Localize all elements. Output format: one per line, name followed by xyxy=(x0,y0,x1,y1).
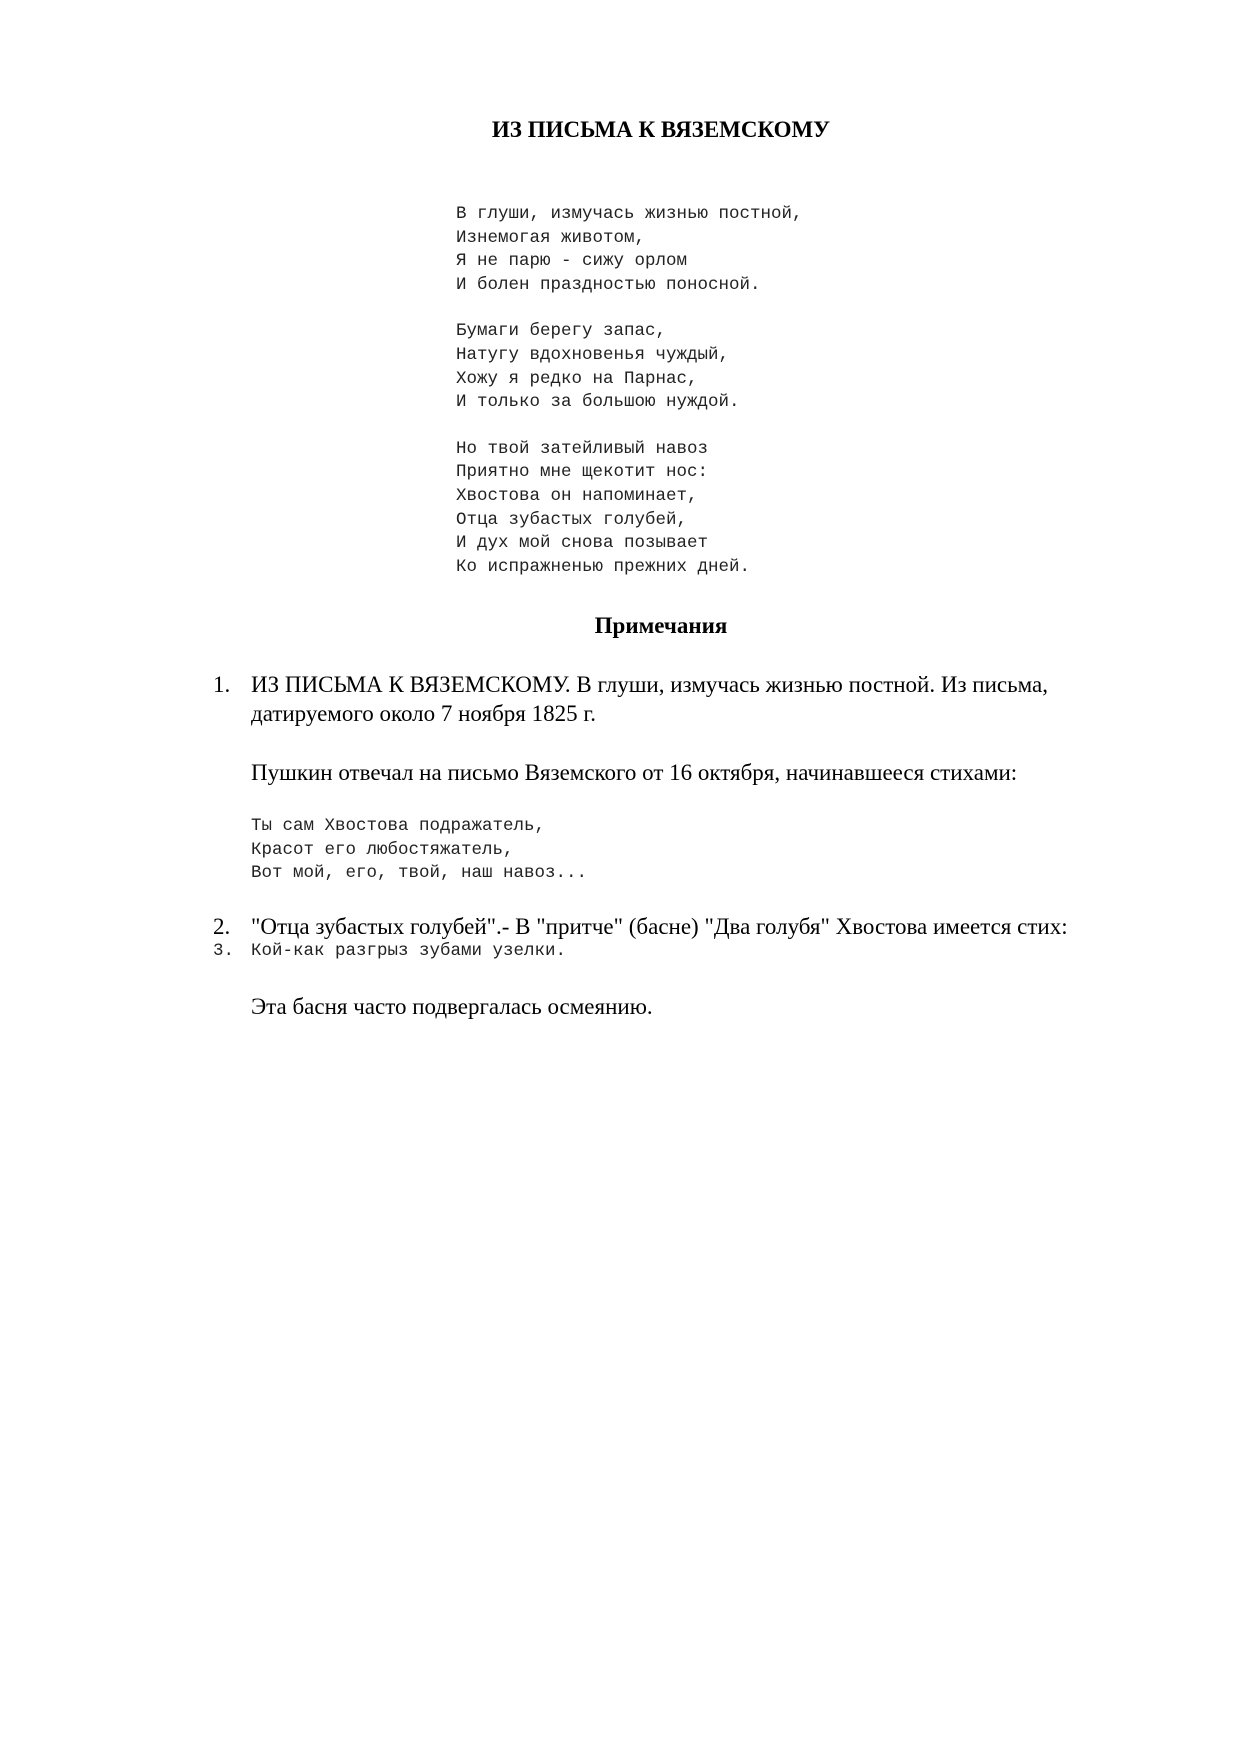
poem-line: Ко испражненью прежних дней. xyxy=(456,556,751,577)
poem-line: Но твой затейливый навоз xyxy=(456,438,709,459)
quote-line: Вот мой, его, твой, наш навоз... xyxy=(251,863,588,884)
note-text: "Отца зубастых голубей".- В "притче" (басне) "Два голубя" Хвостова имеется стих: xyxy=(251,914,1068,939)
poem-line: Отца зубастых голубей, xyxy=(456,509,688,530)
poem-stanza-3 xyxy=(456,438,803,580)
note-text: Кой-как разгрыз зубами узелки. xyxy=(251,941,567,961)
poem-line: И только за большою нуждой. xyxy=(456,392,740,413)
poem-line: Приятно мне щекотит нос: xyxy=(456,462,709,483)
poem-line: Хвостова он напоминает, xyxy=(456,485,698,506)
page-title: ИЗ ПИСЬМА К ВЯЗЕМСКОМУ xyxy=(491,117,831,142)
poem-line: Изнемогая животом, xyxy=(456,227,646,248)
note-marker: 2. xyxy=(213,914,231,939)
note-paragraph: Пушкин отвечал на письмо Вяземского от 16 октября, начинавшееся стихами: xyxy=(251,760,1018,785)
note-paragraph: Эта басня часто подвергалась осмеянию. xyxy=(251,994,653,1019)
poem-line: Я не парю - сижу орлом xyxy=(456,251,688,272)
note-marker: 1. xyxy=(213,672,231,697)
poem-stanza-2 xyxy=(456,320,803,414)
notes-heading: Примечания xyxy=(594,613,728,638)
note-text-line: датируемого около 7 ноября 1825 г. xyxy=(251,701,596,726)
quote-line: Ты сам Хвостова подражатель, xyxy=(251,816,546,836)
poem-line: И болен праздностью поносной. xyxy=(456,274,761,295)
note-text-line: ИЗ ПИСЬМА К ВЯЗЕМСКОМУ. В глуши, измучась жизнью постной. Из письма, xyxy=(251,672,1048,697)
quote-line: Красот его любостяжатель, xyxy=(251,839,514,860)
poem-line: И дух мой снова позывает xyxy=(456,533,709,554)
poem-line: Натугу вдохновенья чуждый, xyxy=(456,344,730,365)
poem-stanza-1 xyxy=(456,203,803,297)
note-marker: 3. xyxy=(213,941,235,961)
note-text xyxy=(251,670,1048,728)
poem xyxy=(456,203,803,602)
note-quote xyxy=(251,815,587,886)
poem-line: Бумаги берегу запас, xyxy=(456,321,667,342)
poem-line: Хожу я редко на Парнас, xyxy=(456,368,698,389)
poem-line: В глуши, измучась жизнью постной, xyxy=(456,204,803,224)
